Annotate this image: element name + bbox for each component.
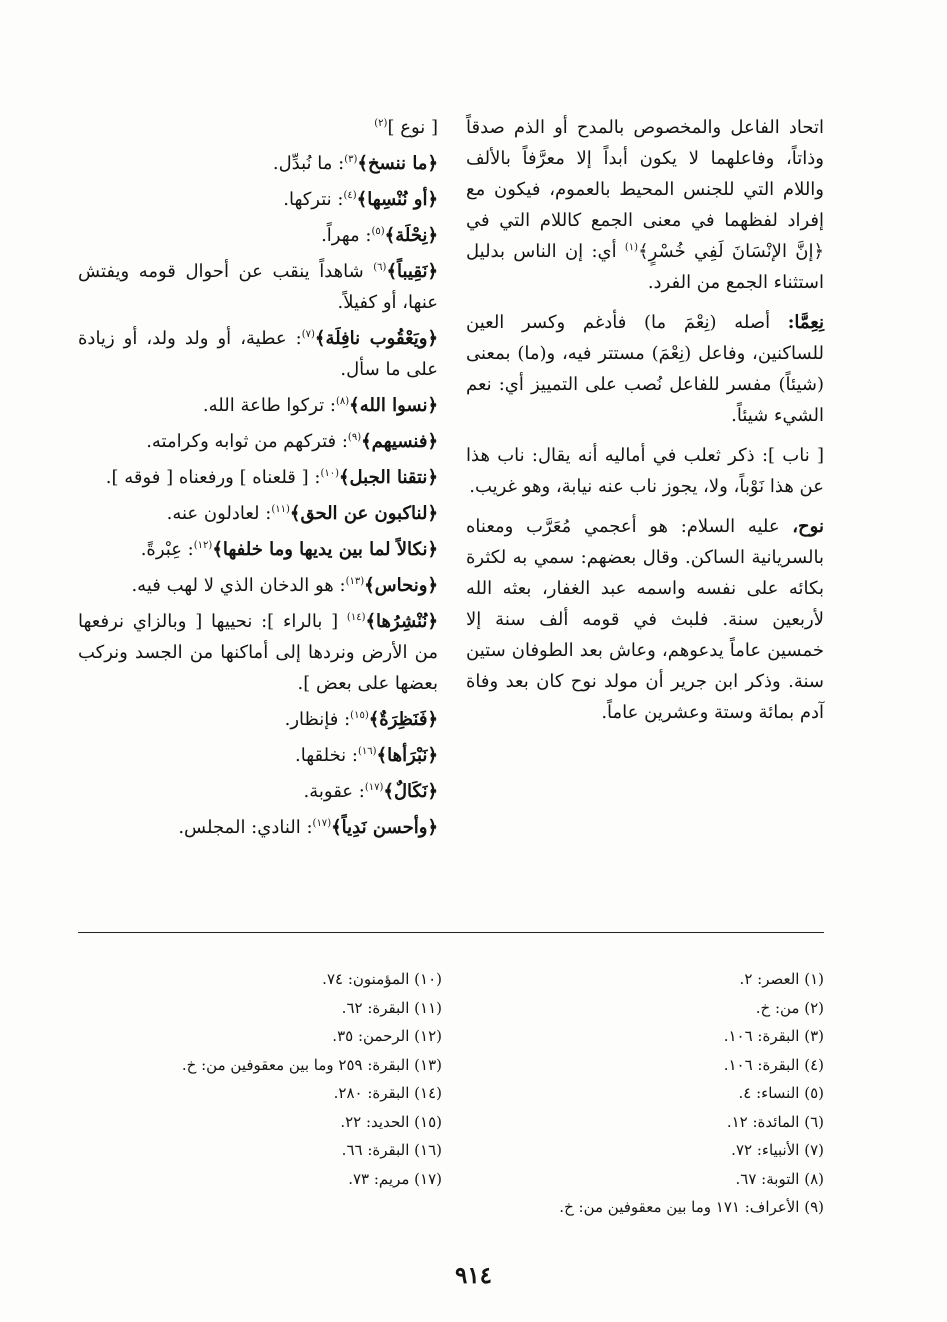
footnote-ref: (٨) [335,396,350,407]
footnote: (٢) من: خ. [755,998,824,1017]
glossary-definition: : عِبْرةً. [140,539,194,560]
glossary-definition: : [ قلعناه ] ورفعناه [ فوقه ]. [105,467,321,488]
footnote-ref: (١٠) [320,468,339,479]
glossary-definition: [ بالراء ]: نحييها [ وبالزاي نرفعها من الأرض ونردها إلى أماكنها من الجسد ونركب بعضها على بعض ]. [78,611,438,694]
page-number: ٩١٤ [454,1262,493,1289]
footnote-ref: (١١) [271,504,290,515]
footnote-ref: (١٦) [357,746,377,757]
footnote-ref: (٤) [343,190,357,201]
glossary-term: ﴿لناكبون عن الحق﴾ [289,503,438,524]
glossary-term: ﴿فَنَظِرَةٌ﴾ [368,709,438,730]
glossary-entry [78,220,438,251]
glossary-term: ﴿ويَعْقُوب نافِلَة﴾ [314,328,438,349]
glossary-entry [78,812,438,843]
glossary-term: ﴿نتقنا الجبل﴾ [339,467,438,488]
glossary-term: ﴿فنسيهم﴾ [361,431,438,452]
glossary-definition: : تركوا طاعة الله. [202,395,336,416]
glossary-entry [78,740,438,771]
footnote-ref: (١٣) [345,576,365,587]
glossary-entry [78,704,438,735]
footnote: (٧) الأنبياء: ٧٢. [731,1141,824,1159]
paragraph-naba: [ ناب ]: ذكر ثعلب في أماليه أنه يقال: ناب هذا عن هذا نَوْباً، ولا، يجوز ناب عنه نيابة، وهو غريب. [466,445,824,497]
footnote: (١٥) الحديد: ٢٢. [340,1112,442,1131]
footnotes-right [470,965,824,1222]
footnote-ref: (١٧) [364,782,384,793]
glossary-definition: : عقوبة. [303,781,365,802]
glossary-term: ﴿نَكَالٌ﴾ [383,781,438,802]
left-column [78,112,438,848]
glossary-entry [78,426,438,457]
glossary-definition: شاهداً ينقب عن أحوال قومه ويفتش عنها، أو كفيلاً. [78,261,438,313]
footnote: (١١) البقرة: ٦٢. [341,998,442,1017]
section-heading-naw: [ نوع ]$^{(٢)}$ [374,117,438,138]
footnote: (٤) البقرة: ١٠٦. [723,1055,824,1074]
glossary-definition: : النادي: المجلس. [178,817,313,838]
footnote-ref: (١٥) [350,710,369,721]
footnote: (١٣) البقرة: ٢٥٩ وما بين معقوفين من: خ. [181,1055,442,1074]
glossary-term: ﴿نِحْلَة﴾ [384,225,438,246]
footnote-ref: (١٤) [346,612,366,623]
entry-heading-nimma: نِعِمَّا: [787,312,824,333]
paragraph-nuh: نوح، عليه السلام: هو أعجمي مُعَرَّب ومعناه بالسريانية الساكن. وقال بعضهم: سمي به لكثرة بكائه على نفسه واسمه عبد الغفار، بعثه الله لأربعين سنة. فلبث في قومه ألف سنة إلا خمسين عاماً يدعوهم، وعاش بعد الطوفان ستين سنة. وذكر ابن جرير أن مولد نوح كان بعد وفاة آدم بمائة وستة وعشرين عاماً. [466,516,824,723]
footnote: (١٧) مريم: ٧٣. [348,1169,442,1188]
footnote: (١٤) البقرة: ٢٨٠. [333,1084,442,1102]
paragraph-nimma: نِعِمَّا: أصله (نِعْمَ ما) فأدغم وكسر العين للساكنين، وفاعل (نِعْمَ) مستتر فيه، و(ما) بمعنى (شيئاً) مفسر للفاعل نُصب على التمييز أي: نعم الشيء شيئاً. [466,312,824,426]
right-column [466,112,824,737]
glossary-definition: : نتركها. [283,189,344,210]
glossary-entry [78,606,438,699]
glossary-entry [78,570,438,601]
glossary-entries [78,148,438,843]
glossary-definition: : ما نُبدِّل. [272,153,345,174]
glossary-term: ﴿نكالاً لما بين يديها وما خلفها﴾ [212,539,438,560]
footnote: (١٦) البقرة: ٦٦. [341,1141,442,1159]
footnote: (٩) الأعراف: ١٧١ وما بين معقوفين من: خ. [559,1198,824,1216]
glossary-term: ﴿وأحسن نَدِياً﴾ [331,817,438,838]
glossary-definition: : فتركهم من ثوابه وكرامته. [146,431,348,452]
glossary-term: ﴿ما ننسخ﴾ [357,153,438,174]
footnote-ref: (١٧) [312,818,332,829]
footnote-ref: (٦) [373,262,387,273]
footnote: (٦) المائدة: ١٢. [726,1112,824,1131]
footnote: (١٠) المؤمنون: ٧٤. [322,970,442,988]
glossary-entry [78,534,438,565]
footnote: (٥) النساء: ٤. [738,1084,824,1102]
footnote-ref: (٥) [371,226,385,237]
footnote-ref: (٧) [301,329,315,340]
glossary-entry [78,498,438,529]
footnote-ref: (١٢) [193,540,213,551]
glossary-definition: : هو الدخان الذي لا لهب فيه. [131,575,346,596]
glossary-term: ﴿أو نُنْسِها﴾ [356,189,438,210]
footnote-ref: (٣) [344,154,358,165]
glossary-definition: : فإنظار. [284,709,351,730]
entry-heading-nuh: نوح، [792,516,824,537]
glossary-term: ﴿نَقِيباً﴾ [386,261,438,282]
glossary-entry [78,184,438,215]
glossary-entry [78,323,438,385]
footnote-divider [78,932,824,933]
glossary-entry [78,148,438,179]
glossary-definition: : مهراً. [321,225,372,246]
footnote: (١) العصر: ٢. [739,970,824,988]
glossary-entry [78,256,438,318]
glossary-definition: : نخلقها. [295,745,358,766]
footnote: (٨) التوبة: ٦٧. [735,1169,824,1188]
footnote: (١٢) الرحمن: ٣٥. [332,1027,442,1045]
glossary-entry [78,776,438,807]
paragraph-ittihad: اتحاد الفاعل والمخصوص بالمدح أو الذم صدقاً وذاتاً، وفاعلهما لا يكون أبداً إلا معرَّفاً بالألف واللام التي للجنس المحيط بالعموم، فيكون مع إفراد لفظهما في معنى الجمع كاللام التي في ﴿إنَّ الإنْسَانَ لَفِي خُسْرٍ﴾$^{(١)}$ أي: إن الناس بدليل استثناء الجمع من الفرد. [466,117,824,293]
glossary-term: ﴿ونحاس﴾ [364,575,438,596]
glossary-entry [78,462,438,493]
footnote-ref: (٩) [347,432,362,443]
glossary-term: ﴿نَبْرَأها﴾ [376,745,438,766]
footnotes-left [80,965,442,1193]
glossary-entry [78,390,438,421]
glossary-definition: : لعادلون عنه. [166,503,272,524]
glossary-term: ﴿نُنْشِرُها﴾ [365,611,438,632]
glossary-definition: : عطية، أو ولد ولد، أو زيادة على ما سأل. [78,328,438,380]
footnote: (٣) البقرة: ١٠٦. [723,1027,824,1045]
glossary-term: ﴿نسوا الله﴾ [349,395,438,416]
